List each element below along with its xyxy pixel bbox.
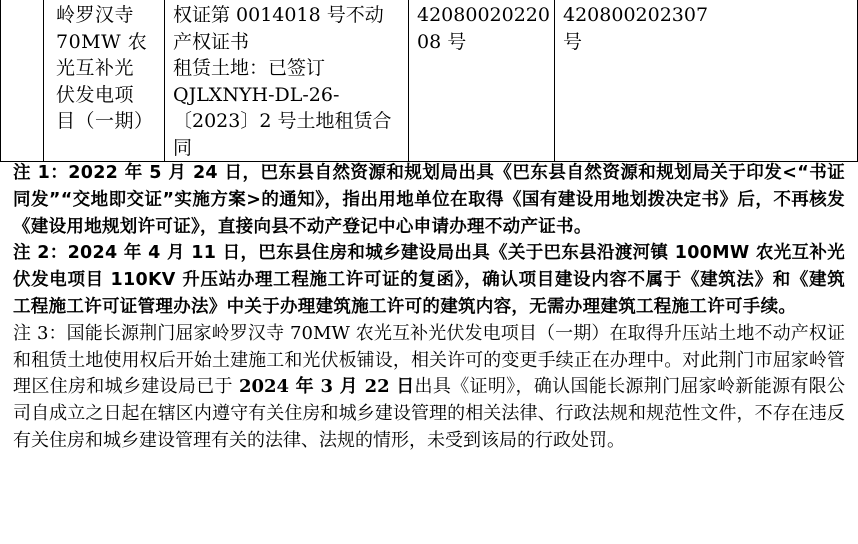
table-cell-code2 xyxy=(555,0,858,162)
notes-section xyxy=(13,160,845,455)
table-cell-code1 xyxy=(409,0,555,162)
permit-table-fragment xyxy=(0,0,858,162)
table-row xyxy=(1,0,858,162)
note-3-date: 2024 年 3 月 22 日 xyxy=(238,376,415,398)
note-3-part1: 注 3：国能长源荆门屈家岭罗汉寺 70MW 农光互补光伏发电项目（一期）在取得升压站土地不动产权证和租赁土地使用权后开始土建施工和光伏板铺设，相关许可的变更手续正在办理中。对此荆门市屈家岭管理区住房和城乡建设局已于 xyxy=(13,322,845,398)
code1-text: 42080020220 08 号 xyxy=(417,4,550,53)
note-3 xyxy=(13,321,845,455)
note-3-part2: 出具《证明》，确认国能长源荆门屈家岭新能源有限公司自成立之日起在辖区内遵守有关住房和城乡建设管理的相关法律、行政法规和规范性文件，不存在违反有关住房和城乡建设管理有关的法律、法规的情形，未受到该局的行政处罚。 xyxy=(13,376,845,451)
table-cell-documents xyxy=(165,0,409,162)
code2-text: 420800202307 号 xyxy=(563,4,709,53)
documents-text: 权证第 0014018 号不动 产权证书 租赁土地：已签订 QJLXNYH-DL-26- 〔2023〕2 号土地租赁合 同 xyxy=(173,4,392,159)
table-cell-index xyxy=(1,0,44,162)
note-2: 注 2：2024 年 4 月 11 日，巴东县住房和城乡建设局出具《关于巴东县沿渡河镇 100MW 农光互补光伏发电项目 110KV 升压站办理工程施工许可证的复函》，确认项目建设内容不属于《建筑法》和《建筑工程施工许可证管理办法》中关于办理建筑施工许可的建筑内容，无需办理建筑工程施工许可手续。 xyxy=(13,243,845,317)
table-cell-project-name xyxy=(44,0,165,162)
project-name-text: 岭罗汉寺 70MW 农 光互补光 伏发电项 目（一期） xyxy=(56,4,154,132)
note-1: 注 1：2022 年 5 月 24 日，巴东县自然资源和规划局出具《巴东县自然资源和规划局关于印发<“书证同发”“交地即交证”实施方案>的通知》，指出用地单位在取得《国有建设用地划拨决定书》后，不再核发《建设用地规划许可证》，直接向县不动产登记中心申请办理不动产证书。 xyxy=(13,163,845,237)
